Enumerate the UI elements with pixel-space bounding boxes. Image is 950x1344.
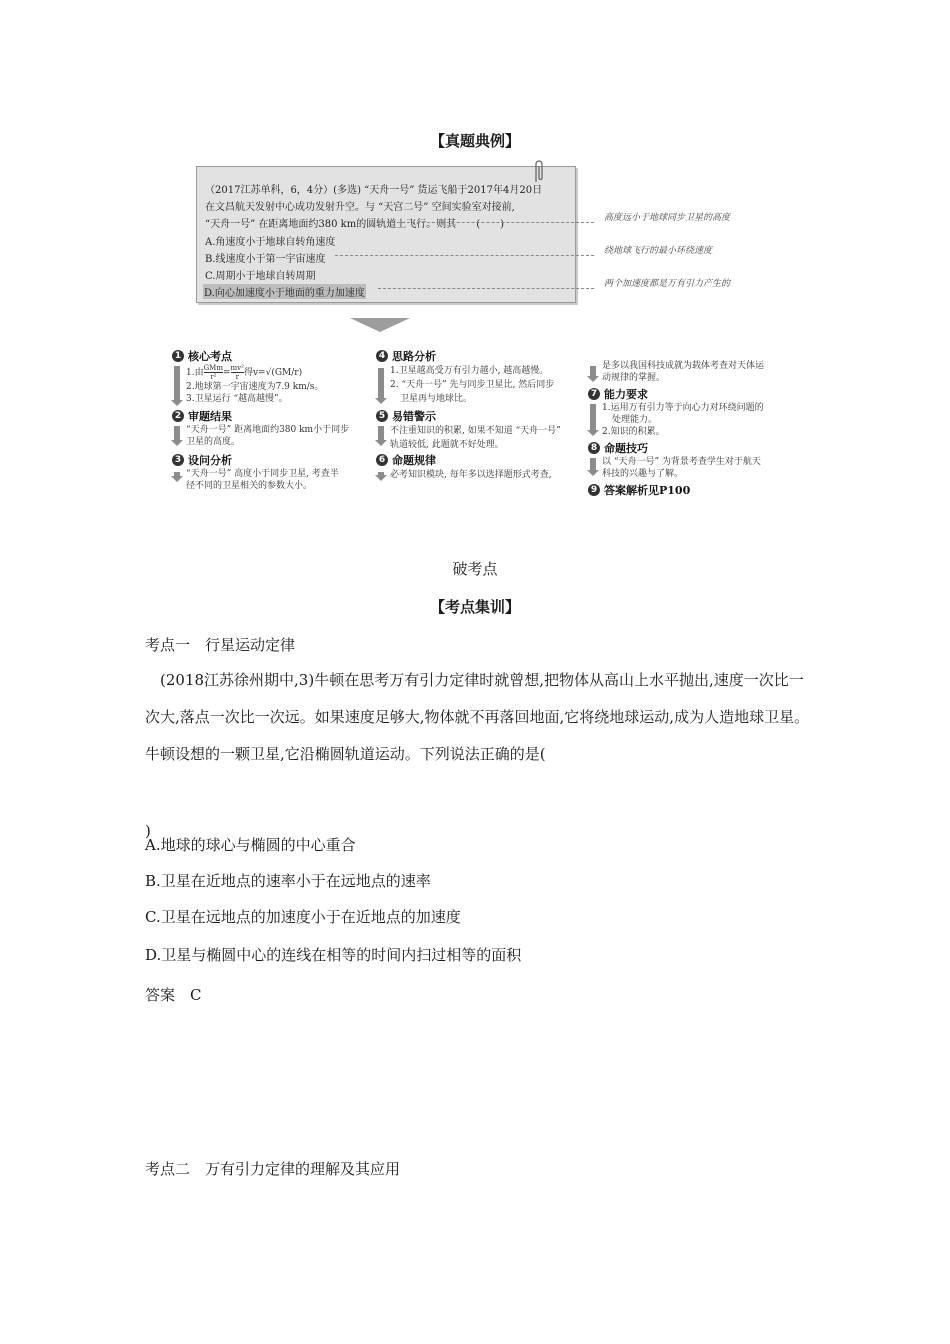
number-9-icon: 9 [588,484,600,496]
example-question-card [196,166,576,303]
annotation-connector [382,222,594,223]
option-b: B.线速度小于第一宇宙速度 [205,254,326,265]
paperclip-icon [532,158,546,184]
topic-heading: 考点二 万有引力定律的理解及其应用 [145,1160,401,1178]
number-6-icon: 6 [376,454,388,466]
question-stem-tail: ) [145,822,151,840]
number-2-icon: 2 [172,410,184,422]
section-review-result: 2 审题结果 [172,408,372,424]
number-4-icon: 4 [376,350,388,362]
analysis-column-2: 4 思路分析 1.卫星越高受万有引力越小, 越高越慢。 2. “天舟一号” 先与同步卫星比, 然后同步 卫星再与地球比。 5 易错警示 不注重知识的积累, 如果不知道 “天舟一号” 轨道较低, 此题就不好处理。 6 命题规律 必考知识模块, 每年多以选择题形式考查, [376,348,586,484]
fraction: $\frac{\text{GMm}}{\text{r²}}$ [203,364,223,381]
choice-a: A.地球的球心与椭圆的中心重合 [145,836,356,854]
analysis-column-1: 1 核心考点 1.由 $\frac{\text{GMm}}{\text{r²}}$ = $\frac{\text{mv²}}{r}$ 得v=√(GM/r) 2.地球第一宇宙速度为7.9 km/s。 3.卫星运行 “越高越慢”。 2 审题结果 “天舟一号” 距离地面约380 km小于同步 卫星的高度。 3 设问分析 “天舟一号” 高度小于同步卫星, 考查半 径不同的卫星相关的参数大小。 [172,348,372,496]
section-title: 破考点 [452,560,498,578]
section-question-analysis: 3 设问分析 [172,452,372,468]
question-stem: (2018江苏徐州期中,3)牛顿在思考万有引力定律时就曾想,把物体从高山上水平抛出,速度一次比一次大,落点一次比一次远。如果速度足够大,物体就不再落回地面,它将绕地球运动,成为人造地球卫星。牛顿设想的一颗卫星,它沿椭圆轨道运动。下列说法正确的是( [145,671,810,763]
number-8-icon: 8 [588,442,600,454]
analysis-column-3: 是多以我国科技成就为载体考查对天体运 动规律的掌握。 7 能力要求 1.运用万有引力等于向心力对环绕问题的 处理能力。 2.知识的积累。 8 命题技巧 以 “天舟一号” 为背景考查学生对于航天 科技的兴趣与了解。 9 答案解析见P100 [588,360,788,498]
annotation-connector [335,255,594,256]
subsection-title: 【考点集训】 [429,598,520,616]
number-5-icon: 5 [376,410,388,422]
choice-b: B.卫星在近地点的速率小于在远地点的速率 [145,872,431,890]
card-line: “天舟一号” 在距离地面约380 km的圆轨道上飞行。则其 ( ) [205,219,505,230]
number-1-icon: 1 [172,350,184,362]
section-answer-reference: 9 答案解析见P100 [588,482,788,498]
option-d: D.向心加速度小于地面的重力加速度 [203,284,366,299]
section-core-points: 1 核心考点 [172,348,372,364]
option-a: A.角速度小于地球自转角速度 [205,237,336,248]
section-thinking: 4 思路分析 [376,348,586,364]
section-common-mistakes: 5 易错警示 [376,408,586,424]
section-patterns: 6 命题规律 [376,452,586,468]
down-arrow-icon [378,472,384,475]
down-arrow-icon [350,318,410,332]
topic-heading: 考点一 行星运动定律 [145,636,296,654]
option-c: C.周期小于地球自转周期 [205,271,316,282]
annotation-note: 绕地球飞行的最小环绕速度 [604,246,713,256]
answer: 答案 C [145,986,202,1004]
card-line: （2017江苏单科，6，4分）(多选) “天舟一号” 货运飞船于2017年4月20日 [205,185,543,196]
fraction: $\frac{\text{mv²}}{r}$ [230,364,244,381]
annotation-note: 高度远小于地球同步卫星的高度 [604,213,731,223]
down-arrow-icon [174,366,180,400]
card-line: 在文昌航天发射中心成功发射升空。与 “天宫二号” 空间实验室对接前, [205,202,515,213]
choice-d: D.卫星与椭圆中心的连线在相等的时间内扫过相等的面积 [145,946,522,964]
down-arrow-icon [590,404,596,430]
down-arrow-icon [378,368,384,398]
section-techniques: 8 命题技巧 [588,440,788,456]
choice-c: C.卫星在远地点的加速度小于在近地点的加速度 [145,908,461,926]
down-arrow-icon [174,426,180,440]
down-arrow-icon [174,472,180,476]
number-7-icon: 7 [588,388,600,400]
down-arrow-icon [590,366,596,376]
section-ability-requirements: 7 能力要求 [588,386,788,402]
header-title: 【真题典例】 [429,132,520,150]
annotation-note: 两个加速度都是万有引力产生的 [604,279,731,289]
down-arrow-icon [378,426,384,440]
down-arrow-icon [590,458,596,470]
annotation-connector [378,288,594,289]
number-3-icon: 3 [172,454,184,466]
